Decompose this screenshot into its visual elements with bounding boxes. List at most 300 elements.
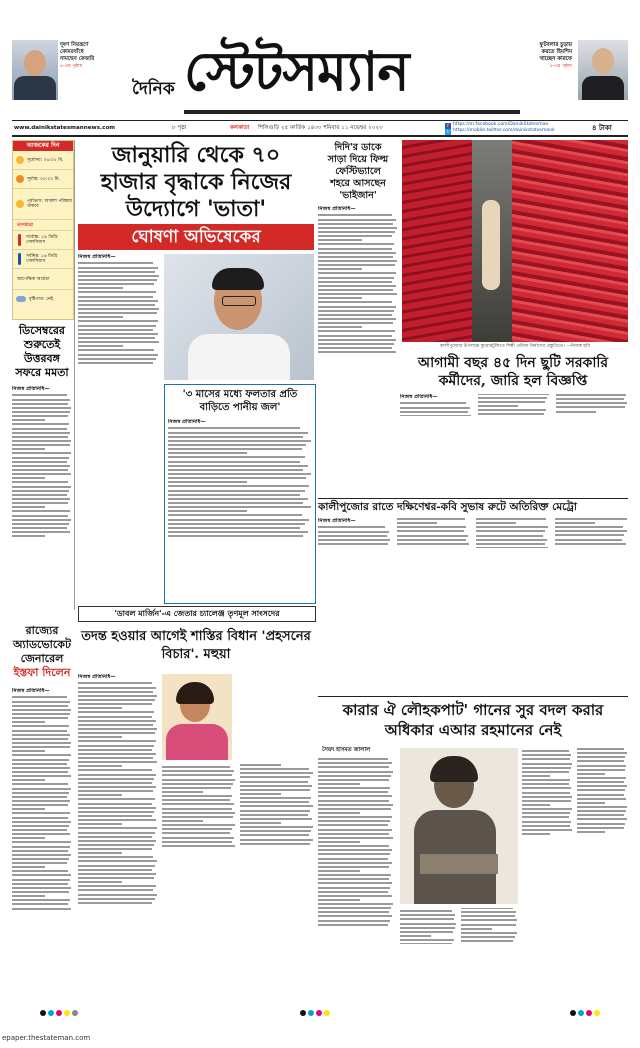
text-line: [12, 535, 45, 537]
text-line: [461, 940, 513, 942]
text-line: [12, 862, 67, 864]
text-line: [555, 543, 626, 545]
text-line: [12, 481, 68, 483]
text-line: [12, 821, 71, 823]
text-line: [78, 815, 152, 817]
text-line: [78, 877, 154, 879]
text-line: [240, 785, 312, 787]
text-line: [318, 231, 395, 233]
body-text-lines: [318, 214, 398, 353]
text-line: [522, 775, 550, 777]
text-line: [12, 407, 71, 409]
text-line: [476, 535, 543, 537]
text-line: [78, 720, 156, 722]
text-line: [522, 758, 570, 760]
text-line: [168, 481, 247, 483]
text-line: [78, 852, 122, 854]
registration-marks-right: [570, 1010, 600, 1016]
text-line: [397, 522, 437, 524]
text-line: [12, 738, 68, 740]
text-line: [168, 506, 311, 508]
text-line: [12, 457, 69, 459]
text-line: [461, 936, 515, 938]
text-line: [240, 789, 310, 791]
text-line: [318, 870, 360, 872]
twitter-icon: t: [445, 129, 451, 135]
text-line: [78, 329, 153, 331]
text-line: [168, 448, 302, 450]
text-line: [318, 243, 394, 245]
text-line: [522, 783, 569, 785]
text-line: [318, 762, 392, 764]
text-line: [522, 821, 571, 823]
text-line: [318, 899, 360, 901]
text-line: [78, 716, 152, 718]
text-line: [78, 782, 152, 784]
text-line: [12, 436, 68, 438]
mamata-headline-line: উত্তরবঙ্গ: [24, 352, 60, 365]
text-line: [240, 772, 313, 774]
lead-headline[interactable]: জানুয়ারি থেকে ৭০ হাজার বৃদ্ধাকে নিজের উদ্যোগে 'ভাতা': [100, 142, 292, 222]
text-line: [78, 736, 122, 738]
text-line: [318, 895, 392, 897]
text-line: [318, 526, 385, 528]
weather-box: [12, 140, 74, 320]
text-line: [162, 816, 233, 818]
film-fest-line: ফেস্টিভ্যালে: [335, 166, 381, 177]
text-line: [12, 887, 71, 889]
fluoride-headline: '৩ মাসের মধ্যে ফলতার প্রতি বাড়িতে পানীয় জল': [182, 389, 298, 413]
text-line: [318, 924, 388, 926]
text-line: [577, 756, 625, 758]
nazrul-rule: [318, 696, 628, 697]
text-line: [78, 881, 122, 883]
advocate-headline[interactable]: [12, 624, 72, 680]
right-teaser-line: করতে হিমশিম: [541, 49, 572, 55]
thermometer-icon: [18, 253, 21, 265]
text-line: [318, 787, 390, 789]
text-line: [461, 911, 516, 913]
text-line: [12, 448, 45, 450]
text-line: [78, 765, 122, 767]
text-line: [577, 818, 627, 820]
text-line: [522, 825, 570, 827]
text-line: [240, 776, 310, 778]
text-line: [318, 829, 392, 831]
text-line: [12, 696, 67, 698]
text-line: [522, 767, 571, 769]
text-line: [400, 939, 454, 941]
text-line: [318, 795, 392, 797]
body-text-lines: [12, 696, 72, 909]
text-line: [78, 312, 157, 314]
text-line: [522, 816, 569, 818]
text-line: [12, 854, 71, 856]
text-line: [318, 227, 397, 229]
text-line: [162, 841, 232, 843]
text-line: [522, 812, 570, 814]
mamata-headline-line: সফরে মমতা: [15, 366, 69, 379]
text-line: [12, 701, 70, 703]
body-text-lines: [318, 758, 394, 926]
advocate-headline-line: অ্যাডভোকেট: [13, 638, 71, 651]
text-line: [318, 837, 393, 839]
text-line: [78, 345, 123, 347]
text-line: [577, 831, 605, 833]
text-line: [78, 844, 154, 846]
text-line: [318, 314, 392, 316]
text-line: [78, 354, 158, 356]
text-line: [318, 903, 393, 905]
text-line: [397, 543, 469, 545]
lead-byline: নিজস্ব প্রতিনিধি—: [78, 254, 116, 260]
text-line: [168, 440, 311, 442]
text-line: [318, 841, 360, 843]
body-text-lines: [78, 682, 158, 903]
text-line: [12, 841, 71, 843]
text-line: [400, 910, 452, 912]
text-line: [476, 522, 516, 524]
text-line: [12, 759, 69, 761]
text-line: [78, 320, 158, 322]
text-line: [78, 811, 154, 813]
text-line: [78, 753, 156, 755]
kalipuja-headline[interactable]: কালীপুজোর রাতে দক্ষিণেশ্বর-কবি সুভাষ রুটে অতিরিক্ত মেট্রো: [318, 501, 577, 513]
kalipuja-rule: [318, 498, 628, 499]
text-line: [12, 444, 70, 446]
text-line: [318, 907, 391, 909]
text-line: [318, 272, 396, 274]
text-line: [318, 260, 397, 262]
epaper-footer[interactable]: epaper.thestateman.com: [2, 1034, 91, 1042]
text-line: [476, 526, 548, 528]
text-line: [162, 824, 235, 826]
text-line: [318, 866, 389, 868]
text-line: [78, 695, 157, 697]
cloud-icon: [16, 296, 26, 302]
text-line: [476, 539, 547, 541]
text-line: [162, 770, 234, 772]
registration-marks-left: [40, 1010, 78, 1016]
text-line: [78, 819, 156, 821]
text-line: [577, 773, 605, 775]
abhishek-photo: [164, 254, 314, 380]
text-line: [12, 519, 71, 521]
text-line: [12, 734, 70, 736]
text-line: [461, 924, 516, 926]
kalipuja-body: [318, 518, 628, 692]
advocate-headline-line: ইস্তফা দিলেন: [13, 666, 71, 679]
text-line: [78, 832, 155, 834]
weather-temp-label: তাপমাত্রা: [13, 220, 73, 231]
page-count: ৮ পৃষ্ঠা: [172, 125, 187, 131]
text-line: [12, 767, 70, 769]
left-teaser[interactable]: [60, 42, 118, 70]
text-line: [168, 465, 308, 467]
text-line: [162, 783, 233, 785]
text-line: [12, 796, 67, 798]
text-line: [168, 527, 300, 529]
weather-sunrise: সূর্যোদয়: ০৬:০২ মি.: [13, 151, 73, 170]
text-line: [577, 810, 626, 812]
text-line: [162, 812, 235, 814]
text-line: [577, 785, 627, 787]
text-line: [12, 870, 68, 872]
text-line: [397, 535, 468, 537]
text-line: [78, 279, 157, 281]
text-line: [318, 824, 388, 826]
text-line: [12, 829, 67, 831]
text-line: [318, 915, 392, 917]
registration-marks-center: [300, 1010, 330, 1016]
text-line: [78, 283, 154, 285]
text-line: [12, 846, 70, 848]
text-line: [240, 805, 313, 807]
text-line: [12, 531, 70, 533]
text-line: [78, 691, 153, 693]
text-line: [78, 275, 159, 277]
text-line: [400, 935, 431, 937]
text-line: [168, 494, 300, 496]
twitter-link[interactable]: https://mobile.twitter.com/dainikstatesmank: [453, 128, 555, 133]
text-line: [12, 763, 67, 765]
text-line: [318, 343, 394, 345]
text-line: [12, 510, 70, 512]
weather-humidity: আপেক্ষিক আর্দ্রতা: [13, 269, 73, 290]
nazrul-byline: সৈয়দ হাসমত জালাল: [322, 747, 371, 753]
text-line: [478, 405, 518, 407]
text-line: [318, 335, 392, 337]
text-line: [318, 771, 393, 773]
text-line: [240, 781, 308, 783]
text-line: [78, 869, 152, 871]
text-line: [318, 816, 392, 818]
text-line: [240, 801, 309, 803]
fluoride-box[interactable]: [164, 384, 316, 604]
text-line: [12, 750, 45, 752]
text-line: [12, 800, 70, 802]
text-line: [78, 873, 156, 875]
text-line: [397, 526, 466, 528]
text-line: [12, 883, 68, 885]
mahua-headline[interactable]: তদন্ত হওয়ার আগেই শাস্তির বিধান 'প্রহসনের বিচার'. মহুয়া: [81, 629, 311, 662]
text-line: [577, 798, 626, 800]
text-line: [168, 485, 309, 487]
text-line: [318, 887, 390, 889]
text-line: [318, 347, 392, 349]
text-line: [168, 502, 303, 504]
text-line: [400, 923, 456, 925]
masthead-underline: [184, 110, 520, 114]
body-text-lines: [78, 262, 160, 363]
text-line: [556, 402, 627, 404]
text-line: [12, 792, 69, 794]
text-line: [12, 498, 70, 500]
kalipuja-byline: নিজস্ব প্রতিনিধি—: [318, 518, 356, 524]
text-line: [162, 799, 230, 801]
text-line: [577, 806, 627, 808]
sun-icon: [16, 175, 24, 183]
text-line: [12, 452, 71, 454]
mamata-headline[interactable]: [12, 324, 72, 380]
text-line: [318, 310, 394, 312]
text-line: [318, 235, 392, 237]
text-line: [12, 812, 70, 814]
text-line: [318, 882, 392, 884]
text-line: [78, 296, 153, 298]
text-line: [12, 394, 67, 396]
kali-idol-caption: কালীপুজোর উপলক্ষে কুমোরটুলিতে শিল্পী প্রতিমা নির্মাণের প্রস্তুতিতে। —নিজস্ব ছবি: [439, 344, 590, 349]
text-line: [162, 774, 232, 776]
text-line: [78, 699, 155, 701]
text-line: [318, 845, 389, 847]
text-line: [397, 518, 465, 520]
text-line: [318, 264, 395, 266]
paper-prefix: দৈনিক: [132, 79, 175, 99]
text-line: [168, 514, 302, 516]
text-line: [78, 898, 155, 900]
left-teaser-ref: ৯-এর পৃষ্ঠায়: [60, 64, 83, 69]
right-teaser[interactable]: [512, 42, 572, 70]
text-line: [12, 775, 71, 777]
facebook-link[interactable]: https://m.facebook.com/DainikStatesman: [453, 122, 549, 127]
text-line: [168, 531, 308, 533]
text-line: [555, 526, 623, 528]
text-line: [461, 932, 517, 934]
text-line: [168, 427, 300, 429]
text-line: [78, 827, 157, 829]
text-line: [12, 423, 69, 425]
text-line: [318, 318, 396, 320]
sun-icon: [16, 200, 24, 208]
text-line: [12, 783, 68, 785]
text-line: [240, 793, 281, 795]
fluoride-body: [168, 419, 312, 599]
left-teaser-line: কোমরবাঁধে: [60, 49, 84, 55]
text-line: [12, 721, 45, 723]
body-text-lines: [168, 427, 312, 537]
text-line: [400, 402, 466, 404]
website-link[interactable]: www.dainikstatesmannews.com: [14, 125, 116, 131]
text-line: [12, 804, 68, 806]
text-line: [318, 812, 360, 814]
text-line: [318, 911, 389, 913]
text-line: [318, 800, 389, 802]
text-line: [78, 749, 152, 751]
kali-idol-photo: [402, 140, 628, 342]
text-line: [397, 530, 464, 532]
text-line: [168, 469, 303, 471]
text-line: [78, 362, 153, 364]
mahua-byline: নিজস্ব প্রতিনিধি—: [78, 674, 116, 680]
text-line: [556, 406, 625, 408]
lead-body: [78, 254, 160, 420]
body-text-lines: [318, 518, 628, 547]
text-line: [318, 219, 396, 221]
text-line: [78, 803, 152, 805]
text-line: [12, 874, 71, 876]
text-line: [318, 223, 393, 225]
text-line: [78, 333, 158, 335]
text-line: [522, 754, 571, 756]
column-rule: [74, 140, 75, 610]
text-line: [556, 398, 624, 400]
text-line: [318, 539, 390, 541]
film-fest-headline[interactable]: [318, 142, 398, 202]
text-line: [78, 761, 157, 763]
text-line: [318, 248, 392, 250]
mamata-body: [12, 386, 72, 618]
text-line: [12, 713, 70, 715]
text-line: [318, 853, 390, 855]
text-line: [522, 792, 570, 794]
text-line: [478, 401, 545, 403]
text-line: [78, 287, 123, 289]
text-line: [240, 839, 313, 841]
text-line: [12, 465, 70, 467]
text-line: [162, 820, 203, 822]
text-line: [78, 840, 156, 842]
nazrul-body-right: [522, 748, 628, 1024]
text-line: [12, 515, 68, 517]
text-line: [400, 927, 455, 929]
text-line: [162, 787, 231, 789]
text-line: [78, 794, 122, 796]
weather-forecast: পূর্বাভাস: আকাশ পরিষ্কার থাকবে: [13, 189, 73, 220]
text-line: [555, 539, 622, 541]
text-line: [318, 256, 393, 258]
text-line: [318, 804, 393, 806]
text-line: [12, 866, 45, 868]
left-teaser-line: দূষণ নিয়ন্ত্রণে: [60, 42, 89, 48]
text-line: [240, 822, 281, 824]
text-line: [240, 826, 313, 828]
text-line: [400, 914, 455, 916]
fluoride-byline: নিজস্ব প্রতিনিধি—: [168, 419, 206, 425]
text-line: [78, 349, 154, 351]
nazrul-headline[interactable]: কারার ঐ লৌহকপাট' গানের সুর বদল করার অধিকার এআর রহমানের নেই: [342, 701, 604, 739]
holiday-headline[interactable]: আগামী বছর ৪৫ দিন ছুটি সরকারি কর্মীদের, জারি হল বিজ্ঞপ্তি: [417, 355, 609, 389]
paper-name: স্টেটসম্যান: [184, 39, 409, 103]
text-line: [12, 440, 71, 442]
text-line: [400, 411, 468, 413]
advocate-headline-line: রাজ্যের: [25, 624, 59, 637]
text-line: [577, 769, 625, 771]
text-line: [318, 766, 389, 768]
text-line: [12, 717, 68, 719]
mamata-byline: নিজস্ব প্রতিনিধি—: [12, 386, 50, 392]
text-line: [12, 709, 71, 711]
text-line: [162, 837, 234, 839]
holiday-body: [400, 394, 628, 494]
text-line: [318, 297, 362, 299]
text-line: [12, 506, 45, 508]
text-line: [318, 849, 392, 851]
text-line: [78, 769, 152, 771]
text-line: [12, 771, 68, 773]
text-line: [318, 277, 394, 279]
text-line: [12, 908, 71, 910]
text-line: [522, 833, 550, 835]
text-line: [240, 843, 310, 845]
text-line: [12, 891, 69, 893]
footballer-photo: [578, 40, 628, 100]
text-line: [12, 399, 70, 401]
film-fest-line: শহরে আসছেন: [330, 178, 386, 189]
text-line: [318, 920, 390, 922]
mahua-pull-quote: 'ডাবল মার্জিন'-এ জেতার চ্যালেঞ্জ তৃণমূল সাংসদের: [78, 606, 316, 622]
text-line: [318, 891, 388, 893]
